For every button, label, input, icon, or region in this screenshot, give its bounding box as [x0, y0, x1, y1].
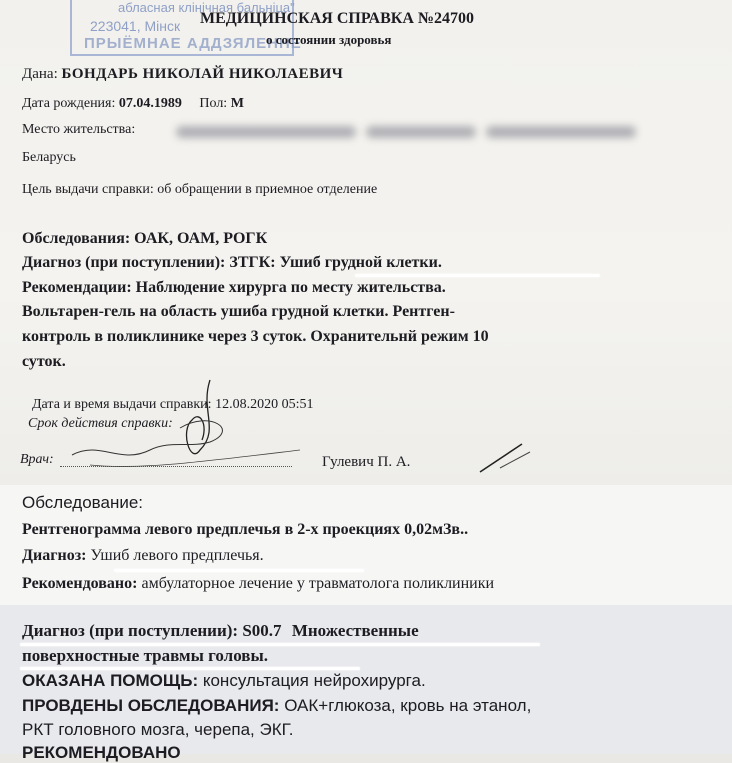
stamp-line2: 223041, Мінск: [90, 18, 181, 34]
diagnosis2-value: Ушиб левого предплечья.: [90, 547, 264, 564]
help-value: консультация нейрохирурга.: [202, 671, 426, 690]
patient-name: БОНДАРЬ НИКОЛАЙ НИКОЛАЕВИЧ: [61, 66, 344, 82]
diagnosis-line: [22, 254, 442, 272]
recommend-line3: контроль в поликлинике через 3 суток. Охранительнй режим 10: [22, 328, 489, 345]
highlight-underline: [20, 667, 360, 670]
certificate-fragment-2: [0, 485, 732, 605]
signature-scribble: [60, 370, 550, 480]
doctor-label: Врач:: [20, 452, 54, 467]
recommend2-value: амбулаторное лечение у травматолога поликлиники: [141, 575, 495, 592]
purpose-line: [22, 182, 377, 198]
dob-value: 07.04.1989: [118, 96, 182, 111]
diagnosis-value: Ушиб грудной клетки.: [279, 254, 442, 271]
dob-label: Дата рождения:: [22, 96, 116, 111]
sex-label: Пол:: [199, 96, 228, 111]
exams-line: [22, 696, 531, 716]
stamp-line1: абласная клінічная бальніца": [118, 0, 295, 15]
diagnosis3-cont: поверхностные травмы головы.: [22, 646, 269, 665]
recommend-line1: Рекомендации: Наблюдение хирурга по месту жительства.: [22, 279, 446, 296]
purpose-value: об обращении в приемное отделение: [157, 182, 378, 197]
highlight-underline: [114, 569, 364, 572]
highlight-underline: [355, 274, 600, 277]
certificate-title: МЕДИЦИНСКАЯ СПРАВКА №24700: [200, 10, 475, 27]
recommend2-line: [22, 575, 494, 593]
redacted-address: [486, 126, 636, 138]
issued-value: 12.08.2020 05:51: [215, 397, 314, 412]
diagnosis3-line: [22, 621, 419, 641]
recommend-line2: Вольтарен-гель на область ушиба грудной клетки. Рентген-: [22, 303, 455, 320]
exam-label: Обследование:: [22, 493, 144, 512]
dob-line: [22, 96, 244, 112]
certificate-fragment-3: [0, 605, 732, 762]
diagnosis2-line: [22, 547, 264, 565]
stamp-line3: ПРЫЁМНАЕ АДДЗЯЛЕННЕ: [84, 35, 302, 52]
exams-label: ПРОВДЕНЫ ОБСЛЕДОВАНИЯ:: [22, 696, 280, 715]
sex-value: М: [230, 96, 244, 111]
exam-line: Обследования: ОАК, ОАМ, РОГК: [22, 230, 268, 247]
purpose-label: Цель выдачи справки:: [22, 182, 154, 197]
diagnosis3-value: Множественные: [291, 621, 419, 640]
certificate-subtitle: о состоянии здоровья: [266, 32, 392, 47]
help-line: [22, 671, 426, 691]
recommend2-label: Рекомендовано:: [22, 575, 138, 592]
help-label: ОКАЗАНА ПОМОЩЬ:: [22, 671, 199, 690]
cut-off-line: РЕКОМЕНДОВАНО: [22, 743, 181, 762]
doctor-name: Гулевич П. А.: [322, 454, 411, 470]
residence-label: Место жительства:: [22, 122, 136, 137]
patient-line: [22, 66, 343, 83]
exams-line2: РКТ головного мозга, черепа, ЭКГ.: [22, 720, 294, 739]
diagnosis2-label: Диагноз:: [22, 547, 87, 564]
redacted-address: [366, 126, 476, 138]
xray-line: Рентгенограмма левого предплечья в 2-х проекциях 0,02мЗв..: [22, 521, 469, 538]
validity-label: Срок действия справки:: [28, 416, 173, 431]
diagnosis-label: Диагноз (при поступлении): ЗТГК:: [22, 254, 276, 271]
issued-label: Дата и время выдачи справки:: [32, 397, 212, 412]
recommend-line4: суток.: [22, 353, 66, 370]
redacted-address: [176, 126, 356, 138]
diagnosis3-label: Диагноз (при поступлении): S00.7: [22, 621, 282, 640]
country: Беларусь: [22, 150, 76, 165]
name-label: Дана:: [22, 66, 58, 82]
exams-value: ОАК+глюкоза, кровь на этанол,: [284, 696, 532, 715]
